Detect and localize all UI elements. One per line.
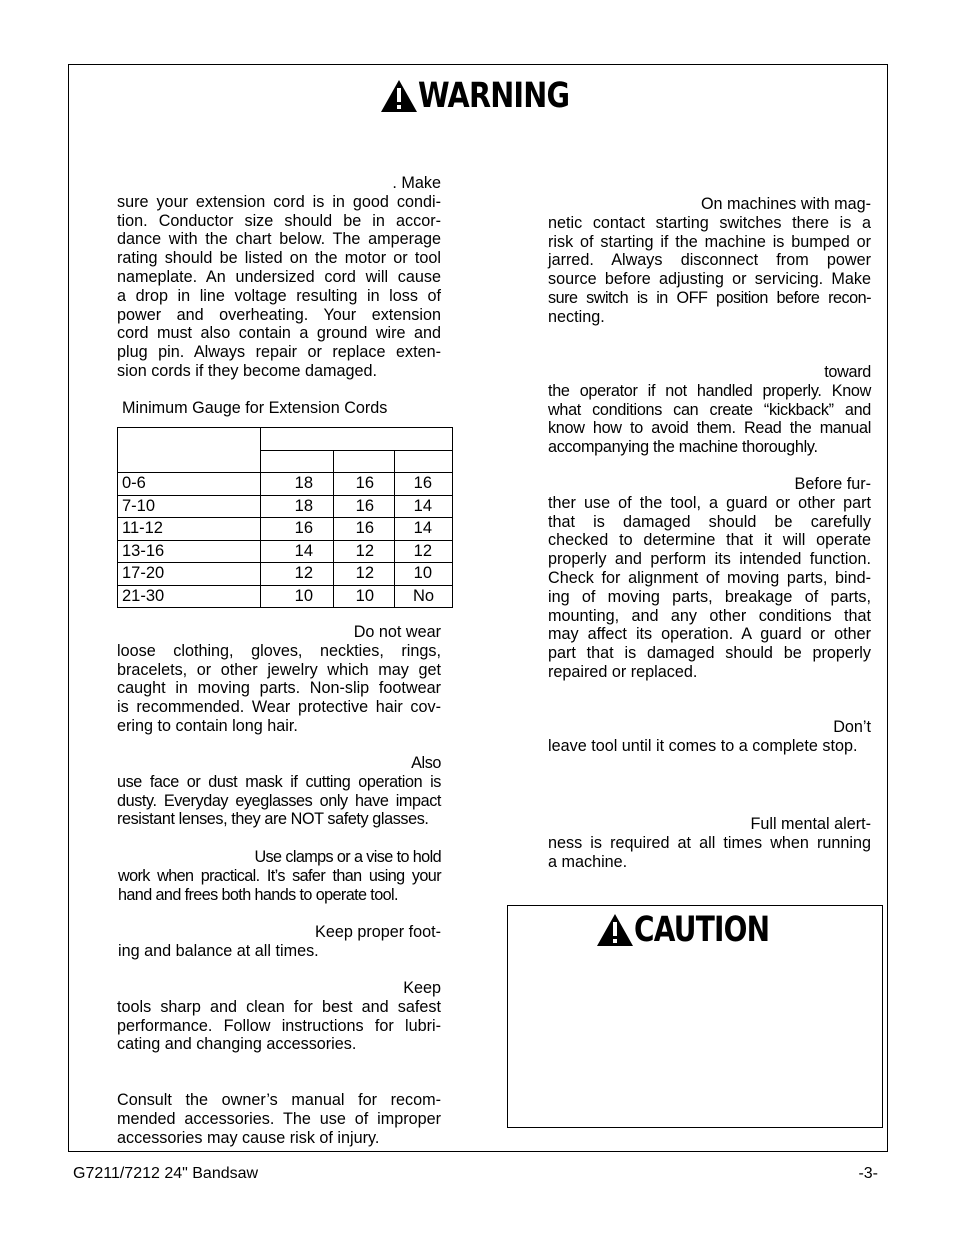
text-line: work when practical. It’s safer than using your — [118, 866, 441, 885]
caution-triangle-icon — [596, 913, 634, 947]
text-line: Full mental alert- — [750, 815, 871, 833]
text-line: dance with the chart below. The amperage — [117, 230, 441, 249]
text-line: ther use of the tool, a guard or other part — [548, 493, 871, 512]
text-line: On machines with mag- — [700, 195, 871, 213]
text-line: necting. — [548, 307, 605, 326]
text-line: plug pin. Always repair or replace exten- — [117, 343, 441, 362]
maintain-tools-paragraph — [117, 979, 441, 1054]
table-row — [118, 495, 453, 518]
table-cell: 16 — [334, 473, 395, 496]
table-header-cell — [261, 450, 334, 473]
table-cell: 18 — [261, 473, 334, 496]
warning-triangle-icon — [380, 79, 418, 113]
table-header-cell — [334, 450, 395, 473]
footer-model: G7211/7212 24" Bandsaw — [73, 1165, 259, 1182]
table-cell: 12 — [395, 540, 453, 563]
table-title: Minimum Gauge for Extension Cords — [122, 399, 388, 417]
table-cell: 16 — [395, 473, 453, 496]
table-cell: 16 — [334, 495, 395, 518]
text-line: loose clothing, gloves, neckties, rings, — [117, 641, 441, 660]
text-line: hand and frees both hands to operate tool. — [118, 885, 398, 904]
text-line: nameplate. An undersized cord will cause — [117, 267, 441, 286]
text-line: accompanying the machine thoroughly. — [548, 438, 818, 457]
text-line: . Make — [392, 174, 441, 192]
table-cell: 17-20 — [118, 563, 261, 586]
text-line: accessories may cause risk of injury. — [117, 1128, 380, 1147]
text-line: jarred. Always disconnect from power — [548, 251, 871, 270]
text-line: Before fur- — [794, 475, 871, 493]
text-line: what conditions can create “kickback” and — [548, 400, 871, 419]
table-cell: 11-12 — [118, 518, 261, 541]
table-row — [118, 518, 453, 541]
table-cell: 13-16 — [118, 540, 261, 563]
text-line: risk of starting if the machine is bumped or — [548, 232, 871, 251]
clamps-paragraph — [118, 848, 441, 904]
text-line: sure your extension cord is in good condi- — [117, 192, 441, 211]
text-line: netic contact starting switches there is a — [548, 213, 871, 232]
gauge-table — [117, 427, 453, 608]
text-line: leave tool until it comes to a complete stop. — [548, 736, 858, 755]
safety-glasses-paragraph — [117, 754, 441, 829]
text-line: Keep proper foot- — [315, 923, 441, 941]
table-row — [118, 540, 453, 563]
text-line: source before adjusting or servicing. Make — [548, 270, 871, 289]
table-cell: 12 — [334, 563, 395, 586]
text-line: Check for alignment of moving parts, bind- — [548, 568, 871, 587]
table-header-cell — [395, 450, 453, 473]
table-cell: 7-10 — [118, 495, 261, 518]
text-line: caught in moving parts. Non-slip footwear — [117, 679, 441, 698]
text-line: Use clamps or a vise to hold — [254, 848, 441, 866]
table-cell: 18 — [261, 495, 334, 518]
table-cell: 0-6 — [118, 473, 261, 496]
text-line: ness is required at all times when running — [548, 833, 871, 852]
text-line: that is damaged should be carefully — [548, 512, 871, 531]
table-row — [118, 473, 453, 496]
text-line: tools sharp and clean for best and safest — [117, 997, 441, 1016]
text-line: tion. Conductor size should be in accor- — [117, 211, 441, 230]
table-cell: 10 — [334, 585, 395, 608]
table-row — [118, 585, 453, 608]
complete-stop-paragraph — [548, 718, 871, 756]
table-cell: 21-30 — [118, 585, 261, 608]
table-cell: 16 — [334, 518, 395, 541]
text-line: Consult the owner’s manual for recom- — [117, 1091, 441, 1109]
accessories-paragraph — [117, 1091, 441, 1147]
extension-cord-paragraph — [117, 174, 441, 381]
text-line: resistant lenses, they are NOT safety glasses. — [117, 810, 429, 829]
footing-paragraph — [118, 923, 441, 961]
table-row — [118, 563, 453, 586]
text-line: mended accessories. The use of improper — [117, 1109, 441, 1128]
table-cell: 12 — [334, 540, 395, 563]
page-number: -3- — [858, 1165, 878, 1182]
text-line: mounting, and any other conditions that — [548, 606, 871, 625]
text-line: a machine. — [548, 852, 628, 871]
table-header-cell — [118, 428, 261, 473]
mental-alertness-paragraph — [548, 815, 871, 871]
text-line: is recommended. Wear protective hair cov- — [117, 698, 441, 717]
text-line: know how to avoid them. Read the manual — [548, 419, 871, 438]
caution-title: CAUTION — [634, 910, 770, 950]
text-line: toward — [824, 363, 871, 381]
text-line: bracelets, or other jewelry which may get — [117, 660, 441, 679]
text-line: ing and balance at all times. — [118, 941, 319, 960]
text-line: sure switch is in OFF position before recon- — [548, 288, 871, 307]
table-cell: 16 — [261, 518, 334, 541]
text-line: part that is damaged should be properly — [548, 644, 871, 663]
caution-heading — [596, 910, 803, 950]
text-line: Do not wear — [353, 623, 441, 641]
text-line: use face or dust mask if cutting operation is — [117, 772, 441, 791]
text-line: cating and changing accessories. — [117, 1035, 357, 1054]
table-cell: No — [395, 585, 453, 608]
table-header-row — [118, 428, 453, 451]
text-line: ing of moving parts, breakage of parts, — [548, 587, 871, 606]
text-line: cord must also contain a ground wire and — [117, 324, 441, 343]
table-cell: 10 — [395, 563, 453, 586]
clothing-paragraph — [117, 623, 441, 736]
text-line: Also — [411, 754, 441, 772]
text-line: the operator if not handled properly. Know — [548, 381, 871, 400]
text-line: checked to determine that it will operate — [548, 531, 871, 550]
text-line: power and overheating. Your extension — [117, 305, 441, 324]
text-line: performance. Follow instructions for lubri- — [117, 1016, 441, 1035]
table-cell: 14 — [261, 540, 334, 563]
table-header-cell — [261, 428, 453, 451]
text-line: Don’t — [833, 718, 871, 736]
text-line: ering to contain long hair. — [117, 716, 298, 735]
kickback-paragraph — [548, 363, 871, 457]
text-line: properly and perform its intended function. — [548, 550, 871, 569]
text-line: may affect its operation. A guard or other — [548, 625, 871, 644]
table-cell: 14 — [395, 495, 453, 518]
table-cell: 12 — [261, 563, 334, 586]
text-line: repaired or replaced. — [548, 662, 698, 681]
warning-heading — [380, 76, 602, 116]
text-line: rating should be listed on the motor or tool — [117, 249, 441, 268]
damaged-parts-paragraph — [548, 475, 871, 682]
warning-title: WARNING — [418, 76, 570, 116]
table-cell: 14 — [395, 518, 453, 541]
table-cell: 10 — [261, 585, 334, 608]
text-line: Keep — [403, 979, 441, 997]
text-line: sion cords if they become damaged. — [117, 361, 378, 380]
magnetic-switch-paragraph — [548, 195, 871, 327]
text-line: dusty. Everyday eyeglasses only have impact — [117, 791, 441, 810]
text-line: a drop in line voltage resulting in loss of — [117, 286, 441, 305]
